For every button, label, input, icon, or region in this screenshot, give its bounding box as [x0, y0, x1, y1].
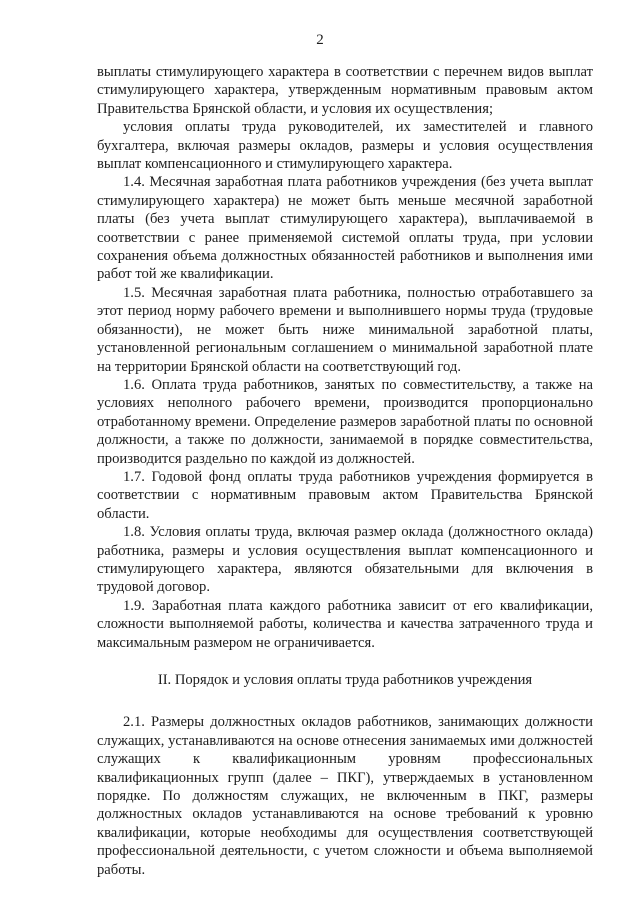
page-number: 2 [316, 32, 324, 48]
paragraph-2-1: 2.1. Размеры должностных окладов работников, занимающих должности служащих, устанавливаются на основе отнесения занимаемых ими должностей служащих к квалификационным уровням профессиональных квалификационных групп (далее – ПКГ), утверждаемых в установленном порядке. По должностям служащих, не включенным в ПКГ, размеры должностных окладов устанавливаются на основе требований к уровню квалификации, которые необходимы для осуществления соответствующей профессиональной деятельности, с учетом сложности и объема выполняемой работы. [97, 714, 593, 878]
section-title: II. Порядок и условия оплаты труда работников учреждения [157, 672, 533, 688]
paragraph-1-5: 1.5. Месячная заработная плата работника, полностью отработавшего за этот период норму рабочего времени и выполнившего нормы труда (трудовые обязанности), не может быть ниже минимальной заработной платы, установленной региональным соглашением о минимальной заработной плате на территории Брянской области на соответствующий год. [97, 284, 593, 375]
paragraph-1-6: 1.6. Оплата труда работников, занятых по совместительству, а также на условиях неполного рабочего времени, производится пропорционально отработанному времени. Определение размеров заработной платы по основной должности, а также по должности, занимаемой в порядке совместительства, производится раздельно по каждой из должностей. [97, 376, 593, 467]
document-body [97, 63, 593, 879]
paragraph-1-7: 1.7. Годовой фонд оплаты труда работников учреждения формируется в соответствии с нормативным правовым актом Правительства Брянской области. [97, 468, 593, 522]
paragraph-stimulating-payments: выплаты стимулирующего характера в соответствии с перечнем видов выплат стимулирующего характера, утвержденным нормативным правовым актом Правительства Брянской области, и условия их осуществления; [97, 64, 593, 117]
paragraph-1-8: 1.8. Условия оплаты труда, включая размер оклада (должностного оклада) работника, размеры и условия осуществления выплат компенсационного и стимулирующего характера, являются обязательными для включения в трудовой договор. [97, 524, 593, 596]
paragraph-1-4: 1.4. Месячная заработная плата работников учреждения (без учета выплат стимулирующего характера) не может быть меньше месячной заработной платы (без учета выплат стимулирующего характера), выплачиваемой в соответствии с ранее применяемой системой оплаты труда, при условии сохранения объема должностных обязанностей работников и выполнения ими работ той же квалификации. [97, 174, 593, 283]
paragraph-1-9: 1.9. Заработная плата каждого работника зависит от его квалификации, сложности выполняемой работы, количества и качества затраченного труда и максимальным размером не ограничивается. [97, 597, 593, 651]
paragraph-management-pay-conditions: условия оплаты труда руководителей, их заместителей и главного бухгалтера, включая размеры окладов, размеры и условия осуществления выплат компенсационного и стимулирующего характера. [97, 119, 593, 173]
